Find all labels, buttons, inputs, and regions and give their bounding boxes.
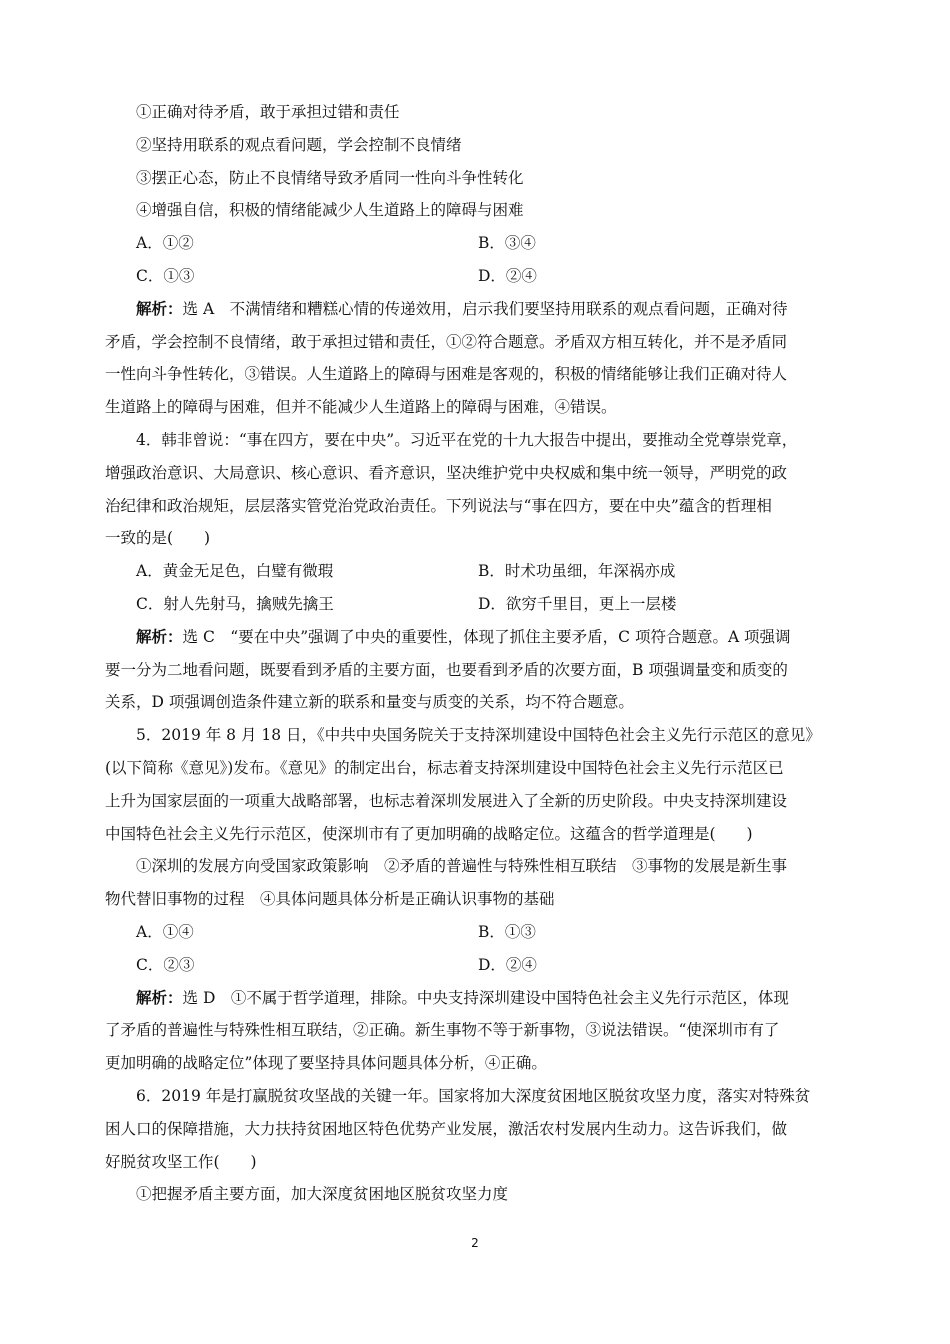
document-body xyxy=(105,96,850,1211)
text-line: (以下简称《意见》)发布。《意见》的制定出台，标志着支持深圳建设中国特色社会主义先行示范区已 xyxy=(105,758,784,777)
text-line: 更加明确的战略定位”体现了要坚持具体问题具体分析，④正确。 xyxy=(105,1054,547,1073)
option-item: A．①② xyxy=(136,234,194,253)
option-item: A．黄金无足色，白璧有微瑕 xyxy=(136,562,334,581)
text-line: 关系，D 项强调创造条件建立新的联系和量变与质变的关系，均不符合题意。 xyxy=(105,693,634,712)
text-line: 矛盾，学会控制不良情绪，敢于承担过错和责任，①②符合题意。矛盾双方相互转化，并不是矛盾同 xyxy=(105,332,788,351)
text-line: ④增强自信，积极的情绪能减少人生道路上的障碍与困难 xyxy=(136,201,524,220)
text-line: 要一分为二地看问题，既要看到矛盾的主要方面，也要看到矛盾的次要方面，B 项强调量变和质变的 xyxy=(105,660,788,679)
analysis-text: 选 C “要在中央”强调了中央的重要性，体现了抓住主要矛盾，C 项符合题意。A 项强调 xyxy=(182,627,791,646)
analysis-label: 解析： xyxy=(136,987,183,1007)
text-line: 上升为国家层面的一项重大战略部署，也标志着深圳发展进入了全新的历史阶段。中央支持深圳建设 xyxy=(105,791,788,810)
text-line: ③摆正心态，防止不良情绪导致矛盾同一性向斗争性转化 xyxy=(136,168,524,187)
text-line: 一致的是( ) xyxy=(105,529,211,548)
answer-analysis-line xyxy=(105,621,850,654)
option-row xyxy=(105,555,850,588)
option-item: D．②④ xyxy=(478,266,537,285)
text-line: 治纪律和政治规矩，层层落实管党治党政治责任。下列说法与“事在四方，要在中央”蕴含的哲理相 xyxy=(105,496,772,515)
text-line: 一性向斗争性转化，③错误。人生道路上的障碍与困难是客观的，积极的情绪能够让我们正确对待人 xyxy=(105,365,788,384)
text-line: ①把握矛盾主要方面，加大深度贫困地区脱贫攻坚力度 xyxy=(136,1185,509,1204)
text-line: 4．韩非曾说：“事在四方，要在中央”。习近平在党的十九大报告中提出，要推动全党尊崇党章， xyxy=(136,430,798,449)
answer-analysis-line xyxy=(105,293,850,326)
answer-analysis-line xyxy=(105,982,850,1015)
text-line: 好脱贫攻坚工作( ) xyxy=(105,1152,257,1171)
option-item: C．①③ xyxy=(136,266,195,285)
text-line: ②坚持用联系的观点看问题，学会控制不良情绪 xyxy=(136,135,462,154)
text-line: 6．2019 年是打赢脱贫攻坚战的关键一年。国家将加大深度贫困地区脱贫攻坚力度，落实对特殊贫 xyxy=(136,1086,811,1105)
option-item: B．③④ xyxy=(478,234,536,253)
analysis-label: 解析： xyxy=(136,626,183,646)
option-item: A．①④ xyxy=(136,922,194,941)
option-item: B．①③ xyxy=(478,922,536,941)
option-row xyxy=(105,949,850,982)
option-item: C．②③ xyxy=(136,955,195,974)
analysis-text: 选 A 不满情绪和糟糕心情的传递效用，启示我们要坚持用联系的观点看问题，正确对待 xyxy=(182,299,788,318)
text-line: ①正确对待矛盾，敢于承担过错和责任 xyxy=(136,103,400,121)
text-line: 中国特色社会主义先行示范区，使深圳市有了更加明确的战略定位。这蕴含的哲学道理是( ) xyxy=(105,824,753,843)
option-item: D．欲穷千里目，更上一层楼 xyxy=(478,594,677,613)
text-line: 5．2019 年 8 月 18 日，《中共中央国务院关于支持深圳建设中国特色社会主义先行示范区的意见》 xyxy=(136,726,821,745)
option-item: B．时术功虽细，年深祸亦成 xyxy=(478,562,676,581)
text-line: ①深圳的发展方向受国家政策影响 ②矛盾的普遍性与特殊性相互联结 ③事物的发展是新生事 xyxy=(136,857,788,876)
option-item: C．射人先射马，擒贼先擒王 xyxy=(136,594,334,613)
option-row xyxy=(105,227,850,260)
analysis-label: 解析： xyxy=(136,298,183,318)
text-line: 了矛盾的普遍性与特殊性相互联结，②正确。新生事物不等于新事物，③说法错误。“使深圳市有了 xyxy=(105,1021,780,1040)
page-number: 2 xyxy=(471,1236,479,1250)
option-row xyxy=(105,916,850,949)
option-item: D．②④ xyxy=(478,955,537,974)
text-line: 增强政治意识、大局意识、核心意识、看齐意识，坚决维护党中央权威和集中统一领导，严明党的政 xyxy=(105,463,788,482)
text-line: 生道路上的障碍与困难，但并不能减少人生道路上的障碍与困难，④错误。 xyxy=(105,398,617,417)
analysis-text: 选 D ①不属于哲学道理，排除。中央支持深圳建设中国特色社会主义先行示范区，体现 xyxy=(182,988,789,1007)
text-line: 物代替旧事物的过程 ④具体问题具体分析是正确认识事物的基础 xyxy=(105,890,555,909)
text-line: 困人口的保障措施，大力扶持贫困地区特色优势产业发展，激活农村发展内生动力。这告诉我们，做 xyxy=(105,1119,788,1138)
option-row xyxy=(105,260,850,293)
option-row xyxy=(105,588,850,621)
